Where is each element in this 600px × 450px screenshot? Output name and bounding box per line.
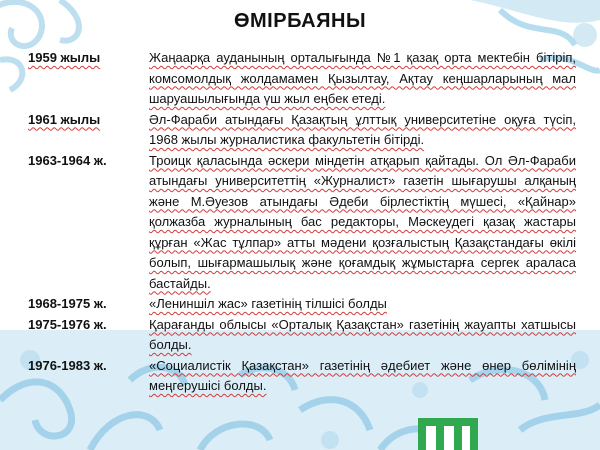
entry-year: 1976-1983 ж. [28,357,107,373]
biography-entry [28,294,576,315]
green-accent-shape [418,418,478,450]
biography-entry [28,48,576,110]
entry-year: 1961 жылы [28,111,101,127]
entry-year: 1963-1964 ж. [28,152,107,168]
entry-year: 1959 жылы [28,50,101,65]
biography-entry [28,315,576,356]
entry-year: 1975-1976 ж. [28,316,107,332]
entry-text: Троицк қаласында әскери міндетін атқарып қайтады. Ол Әл-Фараби атындағы университеттің «Журналист» газетін шығарушы алқаның және М.Әуезов атындағы Әдеби бірлестіктің мүшесі, «Қайнар» қолжазба журналының бас редакторы, Мәскеудегі қазақ жастары құрған «Жас тұлпар» атты мәдени қозғалыстың Қазақстандағы өкілі болып, шығармашылық және қоғамдық жұмыстарға сергек араласа бастайды. [149,152,576,291]
page-title: ӨМІРБАЯНЫ [233,10,367,32]
entry-text: Жаңаарқа ауданының орталығында №1 қазақ орта мектебін бітіріп, комсомолдық жолдамамен Қызылтау, Ақтау кеңшарларының мал шаруашылығында үш жыл еңбек етеді. [149,50,576,106]
entry-text: «Социалистік Қазақстан» газетінің әдебиет және өнер бөлімінің меңгерушісі болды. [149,357,576,393]
biography-entry [28,151,576,295]
entry-text: Әл-Фараби атындағы Қазақтың ұлттық университетіне оқуға түсіп, 1968 жылы журналистика факультетін бітірді. [149,111,576,147]
biography-entry [28,110,576,151]
entry-year: 1968-1975 ж. [28,296,107,311]
entry-text: Қарағанды облысы «Орталық Қазақстан» газетінің жауапты хатшысы болды. [149,316,576,352]
biography-entry [28,356,576,397]
biography-list [28,48,576,397]
entry-text: «Лениншіл жас» газетінің тілшісі болды [149,296,387,311]
